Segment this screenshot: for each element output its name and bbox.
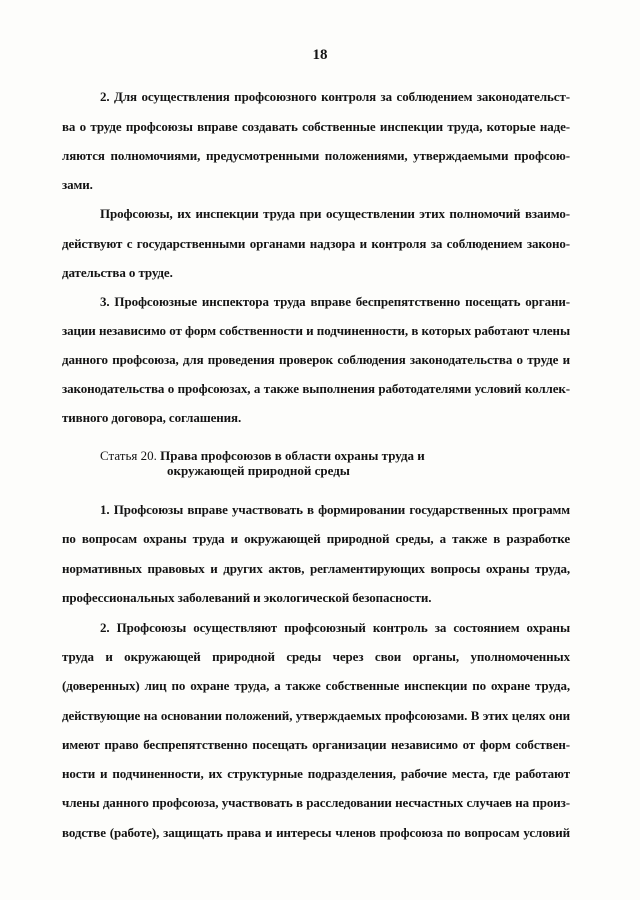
p3-line-2: зации независимо от форм собственности и подчиненности, в которых работают члены bbox=[62, 323, 570, 338]
p3-line-4: законодательства о профсоюзах, а также выполнения работодателями условий коллек- bbox=[62, 381, 570, 396]
p1-line-4: зами. bbox=[62, 177, 93, 192]
p5-line-1: 2. Профсоюзы осуществляют профсоюзный контроль за состоянием охраны bbox=[100, 620, 570, 635]
p3-line-5: тивного договора, соглашения. bbox=[62, 410, 242, 425]
p4-line-1: 1. Профсоюзы вправе участвовать в формировании государственных программ bbox=[100, 502, 570, 517]
p5-line-4: действующие на основании положений, утверждаемых профсоюзами. В этих целях они bbox=[62, 708, 570, 723]
p5-line-2: труда и окружающей природной среды через свои органы, уполномоченных bbox=[62, 649, 570, 664]
p5-line-5: имеют право беспрепятственно посещать организации независимо от форм собствен- bbox=[62, 737, 570, 752]
article-title-line-1: Права профсоюзов в области охраны труда и bbox=[160, 448, 425, 463]
p1-line-1: 2. Для осуществления профсоюзного контроля за соблюдением законодательст- bbox=[100, 89, 570, 104]
p5-line-3: (доверенных) лиц по охране труда, а также собственные инспекции по охране труда, bbox=[62, 678, 570, 693]
article-number: Статья 20. bbox=[100, 448, 157, 463]
p5-line-7: члены данного профсоюза, участвовать в расследовании несчастных случаев на произ- bbox=[62, 795, 570, 810]
p2-line-3: дательства о труде. bbox=[62, 265, 173, 280]
p4-line-4: профессиональных заболеваний и экологической безопасности. bbox=[62, 590, 432, 605]
p1-line-2: ва о труде профсоюзы вправе создавать собственные инспекции труда, которые наде- bbox=[62, 119, 570, 134]
p4-line-2: по вопросам охраны труда и окружающей природной среды, а также в разработке bbox=[62, 531, 570, 546]
p5-line-6: ности и подчиненности, их структурные подразделения, рабочие места, где работают bbox=[62, 766, 570, 781]
p1-line-3: ляются полномочиями, предусмотренными положениями, утверждаемыми профсою- bbox=[62, 148, 570, 163]
p2-line-1: Профсоюзы, их инспекции труда при осуществлении этих полномочий взаимо- bbox=[100, 206, 570, 221]
article-heading bbox=[100, 448, 425, 464]
p5-line-8: водстве (работе), защищать права и интересы членов профсоюза по вопросам условий bbox=[62, 825, 570, 840]
p3-line-1: 3. Профсоюзные инспектора труда вправе беспрепятственно посещать органи- bbox=[100, 294, 570, 309]
page-number: 18 bbox=[312, 47, 328, 63]
p2-line-2: действуют с государственными органами надзора и контроля за соблюдением законо- bbox=[62, 236, 570, 251]
article-title-line-2: окружающей природной среды bbox=[167, 463, 350, 478]
p4-line-3: нормативных правовых и других актов, регламентирующих вопросы охраны труда, bbox=[62, 561, 570, 576]
p3-line-3: данного профсоюза, для проведения проверок соблюдения законодательства о труде и bbox=[62, 352, 570, 367]
